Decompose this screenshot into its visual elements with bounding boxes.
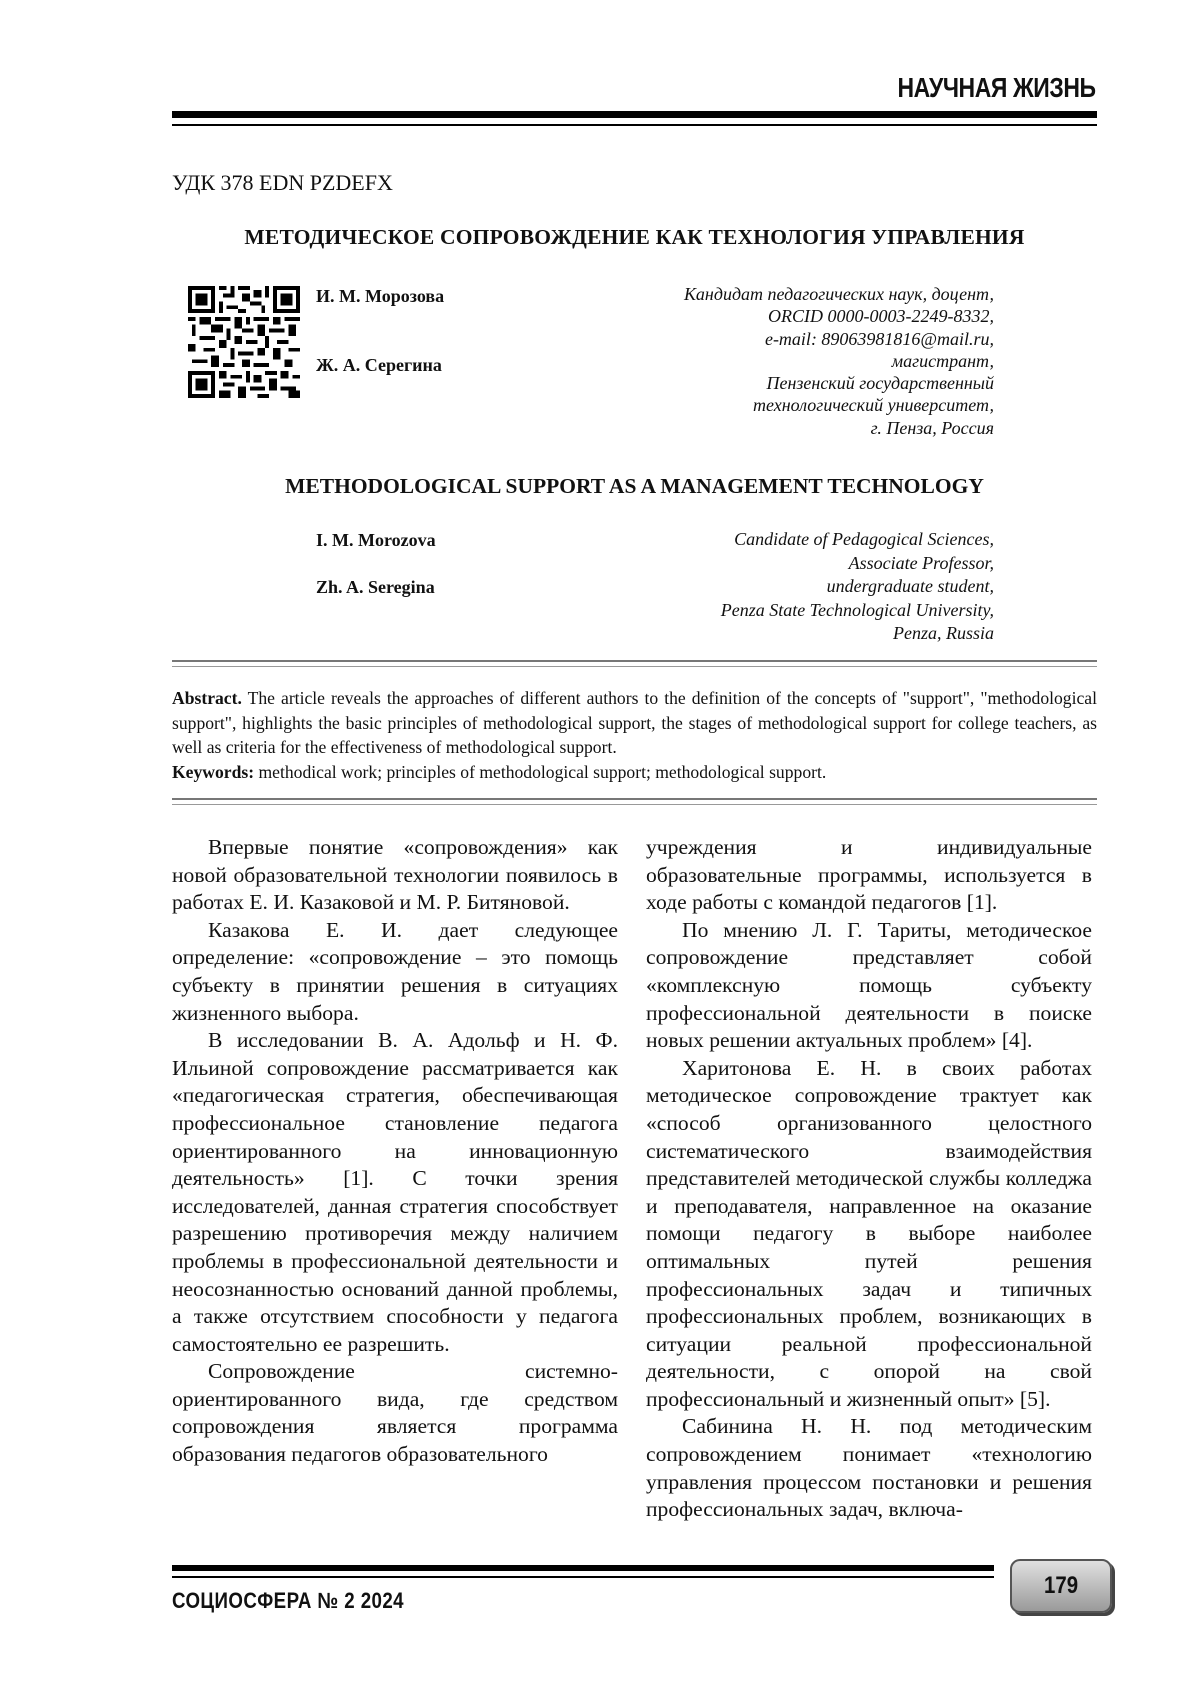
body-paragraph: В исследовании В. А. Адольф и Н. Ф. Ильиной сопровождение рассматривается как «педагогическая стратегия, обеспечивающая профессиональное становление педагога ориентированного на инновационную деятельность» [1]. С точки зрения исследователей, данная стратегия способствует разрешению противоречия между наличием проблемы в профессиональной деятельности и неосознанностью оснований данной проблемы, а также отсутствием способности у педагога самостоятельно ее разрешить. [172, 1028, 618, 1356]
abstract-rule-top [172, 660, 1097, 662]
affiliation-line: Кандидат педагогических наук, доцент, [683, 284, 994, 304]
author-ru-1: И. М. Морозова [316, 286, 445, 306]
article-title-ru: МЕТОДИЧЕСКОЕ СОПРОВОЖДЕНИЕ КАК ТЕХНОЛОГИЯ УПРАВЛЕНИЯ [244, 225, 1025, 249]
email-line: e-mail: 89063981816@mail.ru, [764, 328, 994, 349]
body-paragraph: Сопровождение системно-ориентированного вида, где средством сопровождения является программа образования педагогов образовательного [172, 1359, 618, 1467]
affiliation-en [721, 528, 994, 646]
affiliation-line: Associate Professor, [848, 552, 994, 573]
body-column-right [646, 834, 1092, 1524]
section-header: НАУЧНАЯ ЖИЗНЬ [897, 72, 1096, 103]
author-en-2: Zh. A. Seregina [316, 577, 435, 597]
abstract [172, 686, 1097, 784]
article-title-en: METHODOLOGICAL SUPPORT AS A MANAGEMENT TECHNOLOGY [285, 474, 984, 498]
qr-code-icon [188, 286, 300, 398]
affiliation-line: Candidate of Pedagogical Sciences, [734, 529, 994, 549]
abstract-text: The article reveals the approaches of different authors to the definition of the concepts of "support", "methodological support", highlights the basic principles of methodological support, the stages of methodological support for college teachers, as well as criteria for the effectiveness of methodological support. [172, 688, 1097, 757]
body-paragraph: Сабинина Н. Н. под методическим сопровождением понимает «технологию управления процессом постановки и решения профессиональных задач, включа- [646, 1414, 1092, 1522]
keywords-text: methodical work; principles of methodological support; methodological support. [254, 761, 827, 782]
abstract-rule-bottom-thin [172, 804, 1097, 805]
body-paragraph: Впервые понятие «сопровождения» как новой образовательной технологии появилось в работах Е. И. Казаковой и М. Р. Битяновой. [172, 835, 618, 915]
header-rule [172, 111, 1097, 118]
abstract-label: Abstract. [172, 688, 242, 708]
affiliation-line: магистрант, [891, 350, 994, 371]
affiliation-line: технологический университет, [753, 395, 994, 416]
body-paragraph: Харитонова Е. Н. в своих работах методическое сопровождение трактует как «способ организованного целостного систематического взаимодействия представителей методической службы колледжа и преподавателя, направленное на оказание помощи педагогу в выборе наиболее оптимальных путей решения профессиональных задач и типичных профессиональных проблем, возникающих в ситуации реальной профессиональной деятельности, с опорой на свой профессиональный и жизненный опыт» [5]. [646, 1055, 1092, 1411]
body-paragraph: По мнению Л. Г. Тариты, методическое сопровождение представляет собой «комплексную помощь субъекту профессиональной деятельности в поиске новых решении актуальных проблем» [4]. [646, 917, 1092, 1053]
affiliation-ru [684, 283, 994, 439]
author-ru-2: Ж. А. Серегина [316, 355, 442, 375]
footer-rule [172, 1565, 994, 1571]
affiliation-line: undergraduate student, [826, 576, 994, 596]
body-paragraph: учреждения и индивидуальные образовательные программы, используется в ходе работы с командой педагогов [1]. [646, 835, 1092, 915]
body-column-left [172, 834, 618, 1469]
header-rule-thin [172, 124, 1097, 126]
author-en-1: I. M. Morozova [316, 530, 436, 550]
affiliation-line: Penza, Russia [893, 623, 994, 643]
udk-line: УДК 378 EDN PZDEFX [172, 170, 393, 195]
abstract-rule-bottom [172, 798, 1097, 800]
affiliation-line: г. Пенза, Россия [870, 417, 994, 438]
footer-rule-thin [172, 1576, 994, 1578]
abstract-paragraph [172, 686, 1097, 760]
affiliation-line: Penza State Technological University, [720, 599, 994, 620]
page-number: 179 [1043, 1572, 1079, 1599]
abstract-rule-top-thin [172, 666, 1097, 667]
journal-name: СОЦИОСФЕРА № 2 2024 [172, 1588, 405, 1613]
body-paragraph: Казакова Е. И. дает следующее определение: «сопровождение – это помощь субъекту в принятии решения в ситуациях жизненного выбора. [172, 917, 618, 1025]
orcid-line: ORCID 0000-0003-2249-8332, [768, 306, 994, 327]
keywords-paragraph [172, 760, 1097, 785]
affiliation-line: Пензенский государственный [766, 373, 994, 394]
keywords-label: Keywords: [172, 761, 255, 782]
page-number-badge [1010, 1559, 1112, 1613]
